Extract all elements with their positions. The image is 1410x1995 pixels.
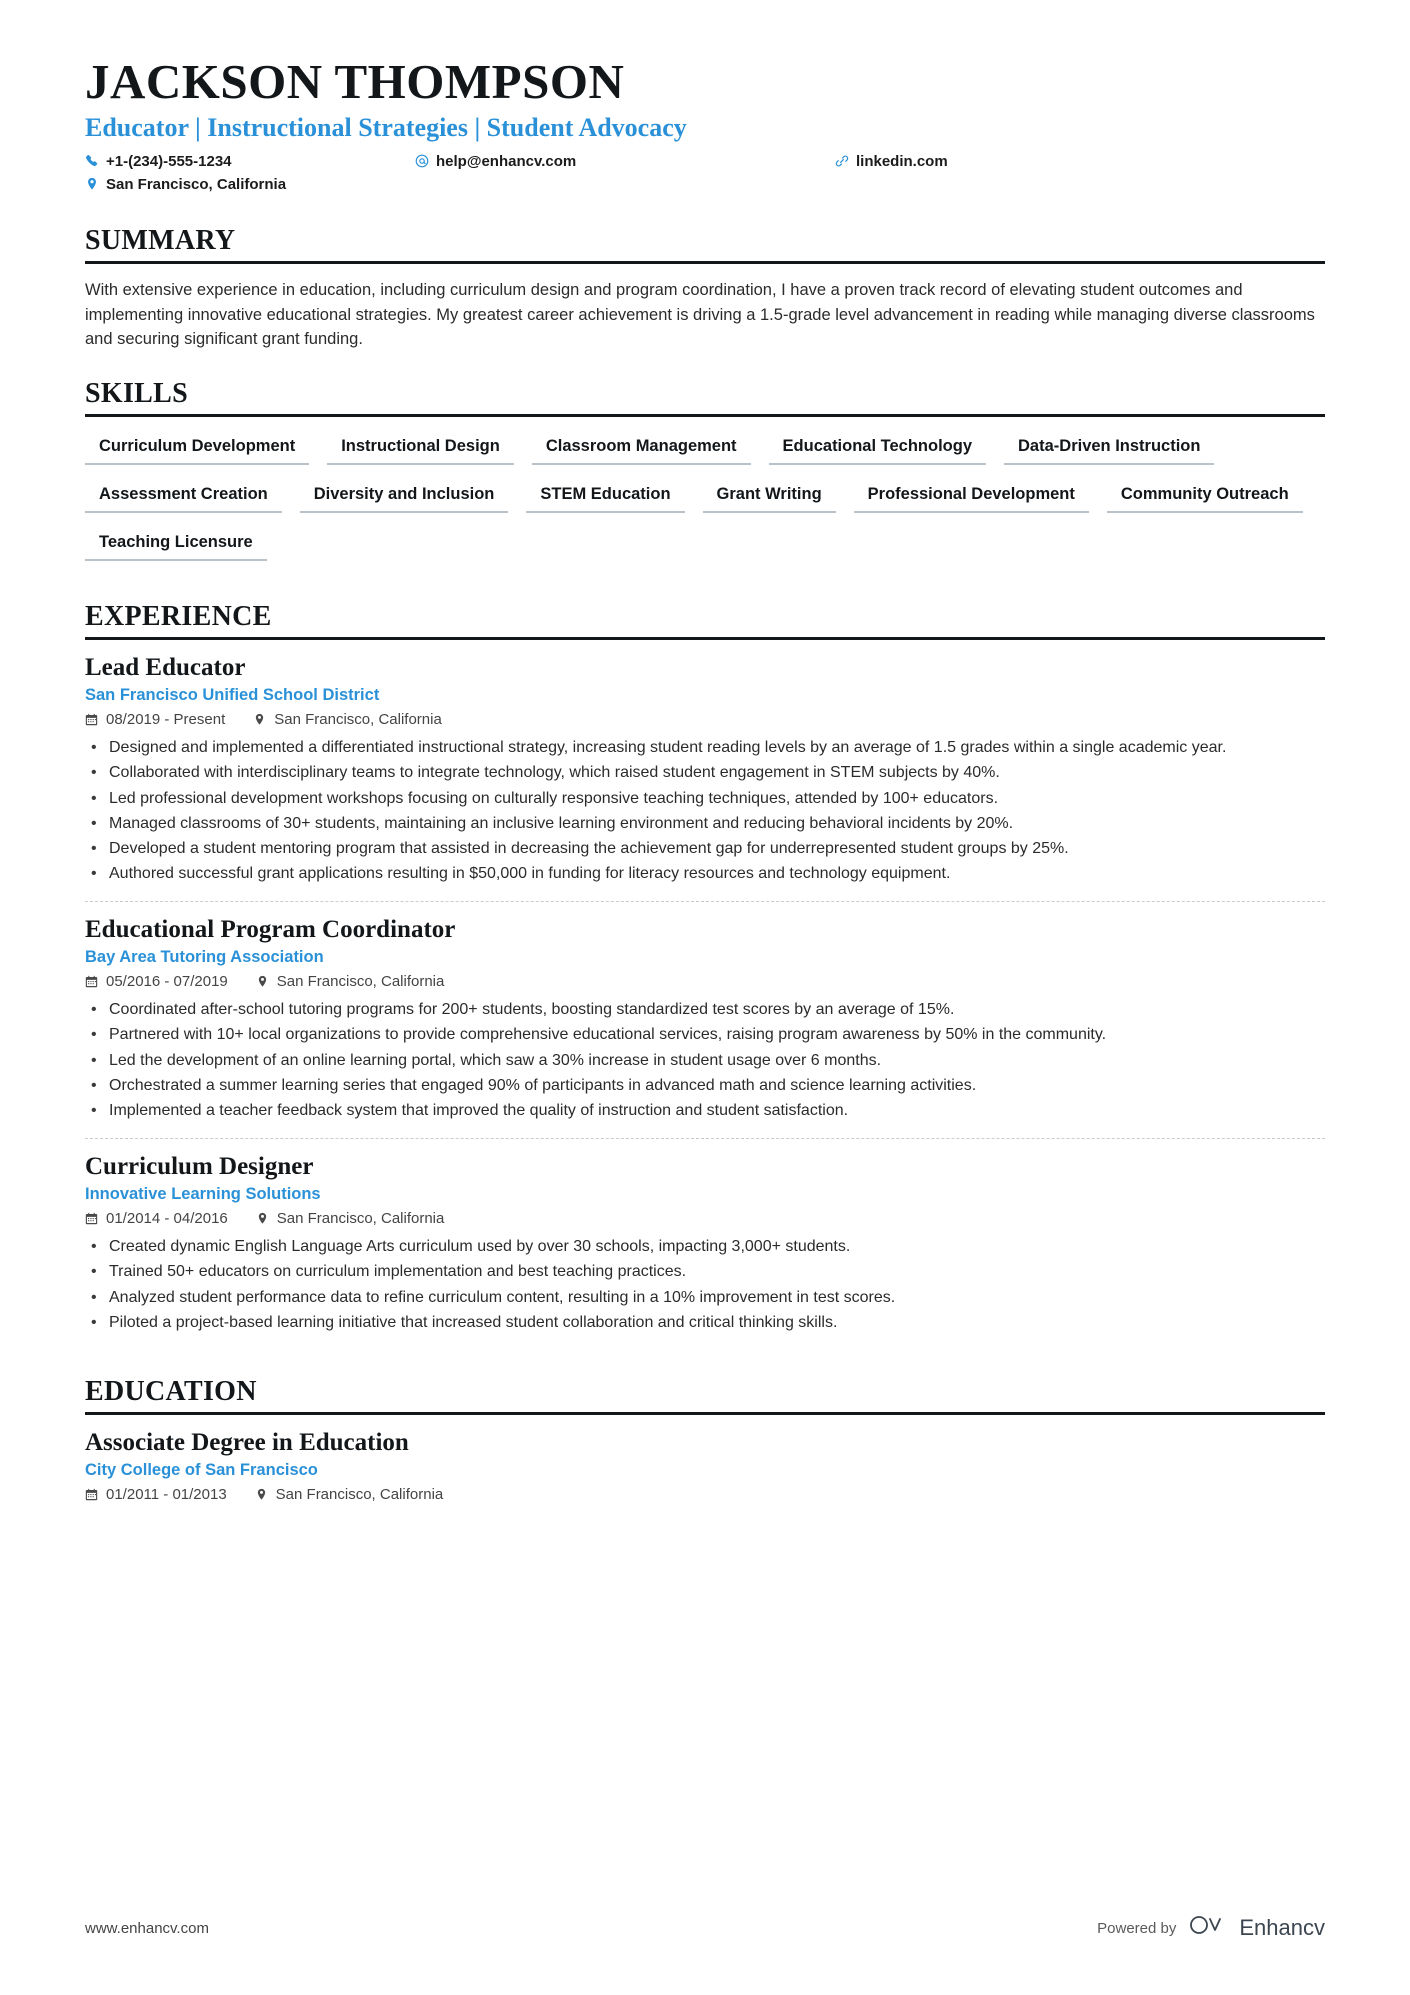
job-bullet: • Analyzed student performance data to refine curriculum content, resulting in a 10% improvement in test scores. [85,1286,1325,1309]
job-bullet: • Managed classrooms of 30+ students, maintaining an inclusive learning environment and reducing behavioral incidents by 20%. [85,812,1325,835]
job-bullet: • Orchestrated a summer learning series that engaged 90% of participants in advanced math and science learning activities. [85,1074,1325,1097]
job-meta [85,973,1325,990]
contact-phone-text: +1-(234)-555-1234 [106,152,232,170]
skill-chip: Instructional Design [327,431,514,465]
job-meta [85,711,1325,728]
experience-item [85,654,1325,901]
skill-chip: Educational Technology [769,431,986,465]
education-location-text: San Francisco, California [275,1485,444,1503]
job-company: Bay Area Tutoring Association [85,948,324,967]
contact-email[interactable] [415,153,835,170]
job-location-text: San Francisco, California [276,1210,445,1228]
phone-icon [85,154,99,168]
job-company: San Francisco Unified School District [85,686,380,705]
job-company: Innovative Learning Solutions [85,1185,321,1204]
job-location-text: San Francisco, California [274,711,442,729]
job-bullet: • Designed and implemented a differentiated instructional strategy, increasing student reading levels by an average of 1.5 grades within a single academic year. [85,736,1325,759]
calendar-icon [85,975,98,988]
education-meta [85,1486,1325,1503]
skill-chip: Professional Development [854,479,1089,513]
job-title: Curriculum Designer [85,1153,314,1181]
location-icon [256,1212,269,1225]
job-title: Educational Program Coordinator [85,916,456,944]
job-dates [85,973,228,990]
experience-item [85,1138,1325,1350]
link-icon [835,154,849,168]
skill-chip: Data-Driven Instruction [1004,431,1214,465]
education-school: City College of San Francisco [85,1460,318,1479]
email-icon [415,154,429,168]
candidate-name: JACKSON THOMPSON [85,54,625,109]
location-icon [253,713,266,726]
skill-chip: STEM Education [526,479,684,513]
education-item [85,1429,1325,1517]
skill-chip: Assessment Creation [85,479,282,513]
skill-chip: Curriculum Development [85,431,309,465]
location-icon [256,975,269,988]
education-section-title: EDUCATION [85,1376,1325,1415]
job-bullet: • Coordinated after-school tutoring programs for 200+ students, boosting standardized test scores by an average of 15%. [85,998,1325,1021]
job-bullets [85,1235,1325,1334]
job-dates [85,1210,228,1227]
contact-linkedin-text: linkedin.com [856,152,948,170]
location-icon [255,1488,268,1501]
calendar-icon [85,1212,98,1225]
summary-text: With extensive experience in education, including curriculum design and program coordination, I have a proven track record of elevating student outcomes and implementing innovative educational strategies. My greatest career achievement is driving a 1.5-grade level advancement in reading while managing diverse classrooms and securing significant grant funding. [85,280,1315,349]
job-bullet: • Led the development of an online learning portal, which saw a 30% increase in student usage over 6 months. [85,1049,1325,1072]
experience-section [85,601,1325,1350]
enhancv-brand-text: Enhancv [1239,1915,1325,1940]
contact-location-text: San Francisco, California [106,175,287,193]
contact-row [85,153,1325,199]
resume-header [85,55,1325,199]
skill-chip: Teaching Licensure [85,527,267,561]
summary-section-title: SUMMARY [85,225,1325,264]
job-location [256,1210,445,1227]
enhancv-logo-icon [1188,1913,1230,1943]
job-bullet: • Trained 50+ educators on curriculum implementation and best teaching practices. [85,1260,1325,1283]
skills-list [85,431,1325,575]
job-title: Lead Educator [85,654,246,682]
page-footer [85,1913,1325,1943]
experience-item [85,901,1325,1138]
contact-location [85,176,1325,193]
job-location [256,973,445,990]
job-dates-text: 08/2019 - Present [106,711,226,729]
job-bullets [85,736,1325,885]
powered-by-block [1097,1913,1325,1943]
education-dates-text: 01/2011 - 01/2013 [106,1485,227,1503]
job-bullet: • Piloted a project-based learning initiative that increased student collaboration and critical thinking skills. [85,1311,1325,1334]
job-meta [85,1210,1325,1227]
job-dates-text: 05/2016 - 07/2019 [106,973,228,991]
job-bullet: • Authored successful grant applications resulting in $50,000 in funding for literacy resources and technology equipment. [85,862,1325,885]
job-bullet: • Led professional development workshops focusing on culturally responsive teaching techniques, attended by 100+ educators. [85,787,1325,810]
skill-chip: Community Outreach [1107,479,1303,513]
job-location [253,711,442,728]
skill-chip: Diversity and Inclusion [300,479,509,513]
skills-section [85,378,1325,575]
location-icon [85,177,99,191]
summary-section [85,225,1325,352]
powered-by-label: Powered by [1097,1919,1177,1937]
candidate-headline: Educator | Instructional Strategies | Student Advocacy [85,112,687,142]
job-bullet: • Developed a student mentoring program that assisted in decreasing the achievement gap for underrepresented student groups by 25%. [85,837,1325,860]
education-location [255,1486,444,1503]
contact-email-text: help@enhancv.com [436,152,577,170]
contact-linkedin[interactable] [835,153,1135,170]
education-section [85,1376,1325,1517]
contact-phone [85,153,415,170]
job-bullets [85,998,1325,1122]
education-degree: Associate Degree in Education [85,1428,409,1456]
calendar-icon [85,713,98,726]
job-bullet: • Created dynamic English Language Arts curriculum used by over 30 schools, impacting 3,000+ students. [85,1235,1325,1258]
enhancv-brand [1188,1913,1325,1943]
experience-section-title: EXPERIENCE [85,601,1325,640]
skill-chip: Classroom Management [532,431,751,465]
calendar-icon [85,1488,98,1501]
job-bullet: • Partnered with 10+ local organizations to provide comprehensive educational services, raising program awareness by 50% in the community. [85,1023,1325,1046]
skills-section-title: SKILLS [85,378,1325,417]
job-location-text: San Francisco, California [276,973,445,991]
job-bullet: • Implemented a teacher feedback system that improved the quality of instruction and student satisfaction. [85,1099,1325,1122]
job-bullet: • Collaborated with interdisciplinary teams to integrate technology, which raised student engagement in STEM subjects by 40%. [85,761,1325,784]
job-dates-text: 01/2014 - 04/2016 [106,1210,228,1228]
footer-url[interactable]: www.enhancv.com [85,1919,209,1937]
job-dates [85,711,225,728]
skill-chip: Grant Writing [703,479,836,513]
education-dates [85,1486,227,1503]
